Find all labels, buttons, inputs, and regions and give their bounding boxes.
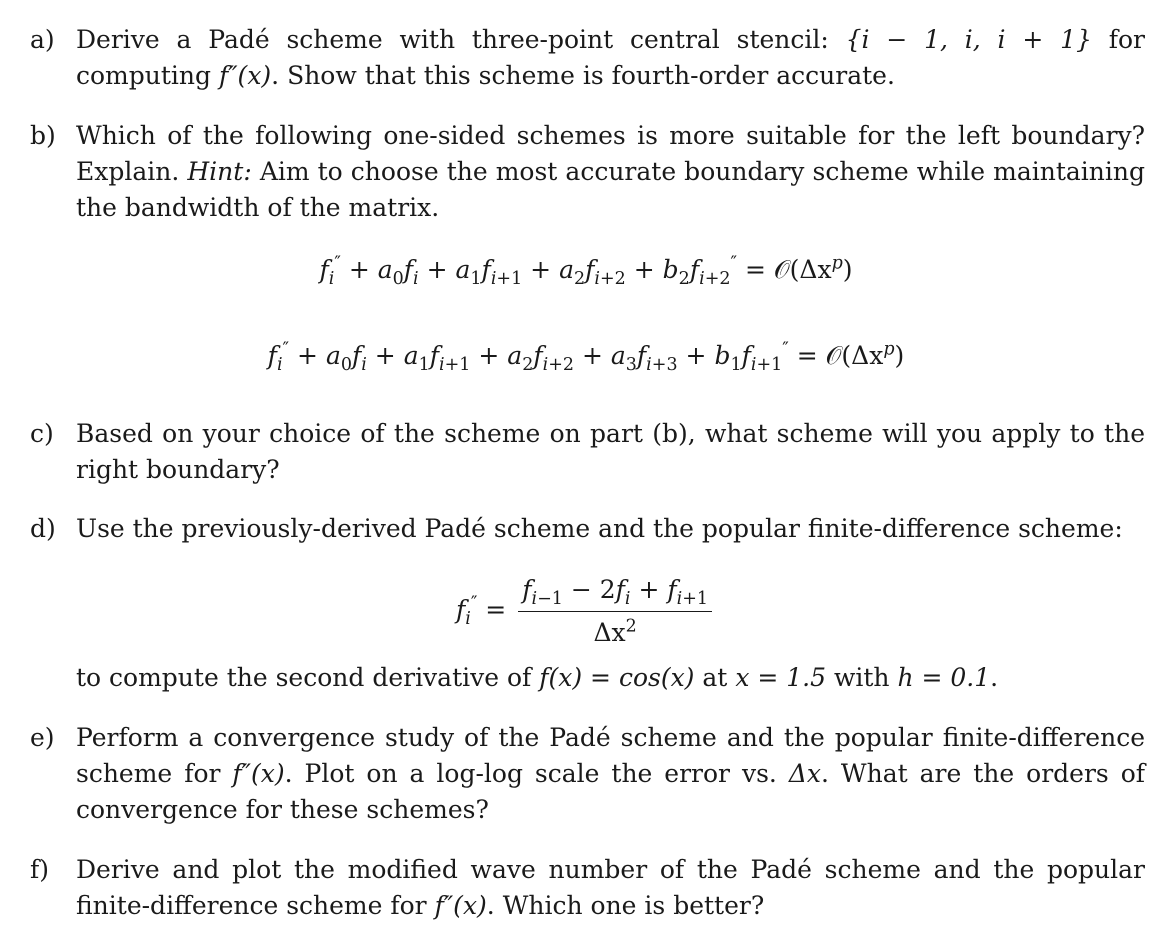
item-a-text: Derive a Padé scheme with three-point central stencil: {i − 1, i, i + 1} for computing f″(x). Show that this scheme is fourth-order accurate.: [76, 25, 1145, 90]
equation-scheme-2: $f_i'' + a_0f_i + a_1f_{i+1} + a_2f_{i+2} + a_3f_{i+3} + b_1f_{i+1}''$ = $𝒪(\Delta x^p)$: [267, 339, 905, 375]
item-b: [30, 118, 1145, 226]
item-d-continued: [30, 660, 1145, 696]
equation-1-rhs: = 𝒪(Δx: [745, 255, 832, 284]
item-f-label: f): [30, 855, 50, 884]
item-e-label: e): [30, 723, 55, 752]
fraction-numerator: $f_{i-1} - 2f_i + f_{i+1}$: [518, 572, 712, 612]
item-b-text: Which of the following one-sided schemes is more suitable for the left boundary? Explain. Hint: Aim to choose the most accurate boundary scheme while maintaining the bandwidth of the matrix.: [76, 121, 1145, 222]
equation-2-rhs: = 𝒪(Δx: [796, 341, 884, 370]
item-b-label: b): [30, 121, 56, 150]
item-f-text: Derive and plot the modified wave number of the Padé scheme and the popular finite-difference scheme for f″(x). Which one is better?: [76, 855, 1145, 920]
item-a-label: a): [30, 25, 55, 54]
item-d: [30, 511, 1145, 547]
fraction-denominator: $\Delta x^2$: [593, 616, 637, 647]
item-d-text-continued: to compute the second derivative of f(x) = cos(x) at x = 1.5 with h = 0.1.: [76, 663, 999, 692]
item-d-label: d): [30, 514, 56, 543]
equation-finite-difference: $f_i''$ = $\frac{f_{i-1} - 2f_i + f_{i+1}}{\Delta x^2}$: [0, 572, 1172, 651]
item-e-text: Perform a convergence study of the Padé scheme and the popular finite-difference scheme for f″(x). Plot on a log-log scale the error vs. Δx. What are the orders of convergence for these schemes?: [76, 723, 1145, 824]
fraction: [518, 572, 712, 651]
item-c-text: Based on your choice of the scheme on part (b), what scheme will you apply to the right boundary?: [76, 419, 1145, 484]
item-f: [30, 852, 1145, 924]
equation-scheme-1: $f_i'' + a_0f_i + a_1f_{i+1} + a_2f_{i+2} + b_2f_{i+2}''$ = $𝒪(\Delta x^p)$: [319, 253, 853, 289]
item-a: [30, 22, 1145, 94]
item-d-text: Use the previously-derived Padé scheme and the popular finite-difference scheme:: [76, 514, 1123, 543]
item-c: [30, 416, 1145, 488]
item-c-label: c): [30, 419, 54, 448]
item-e: [30, 720, 1145, 828]
